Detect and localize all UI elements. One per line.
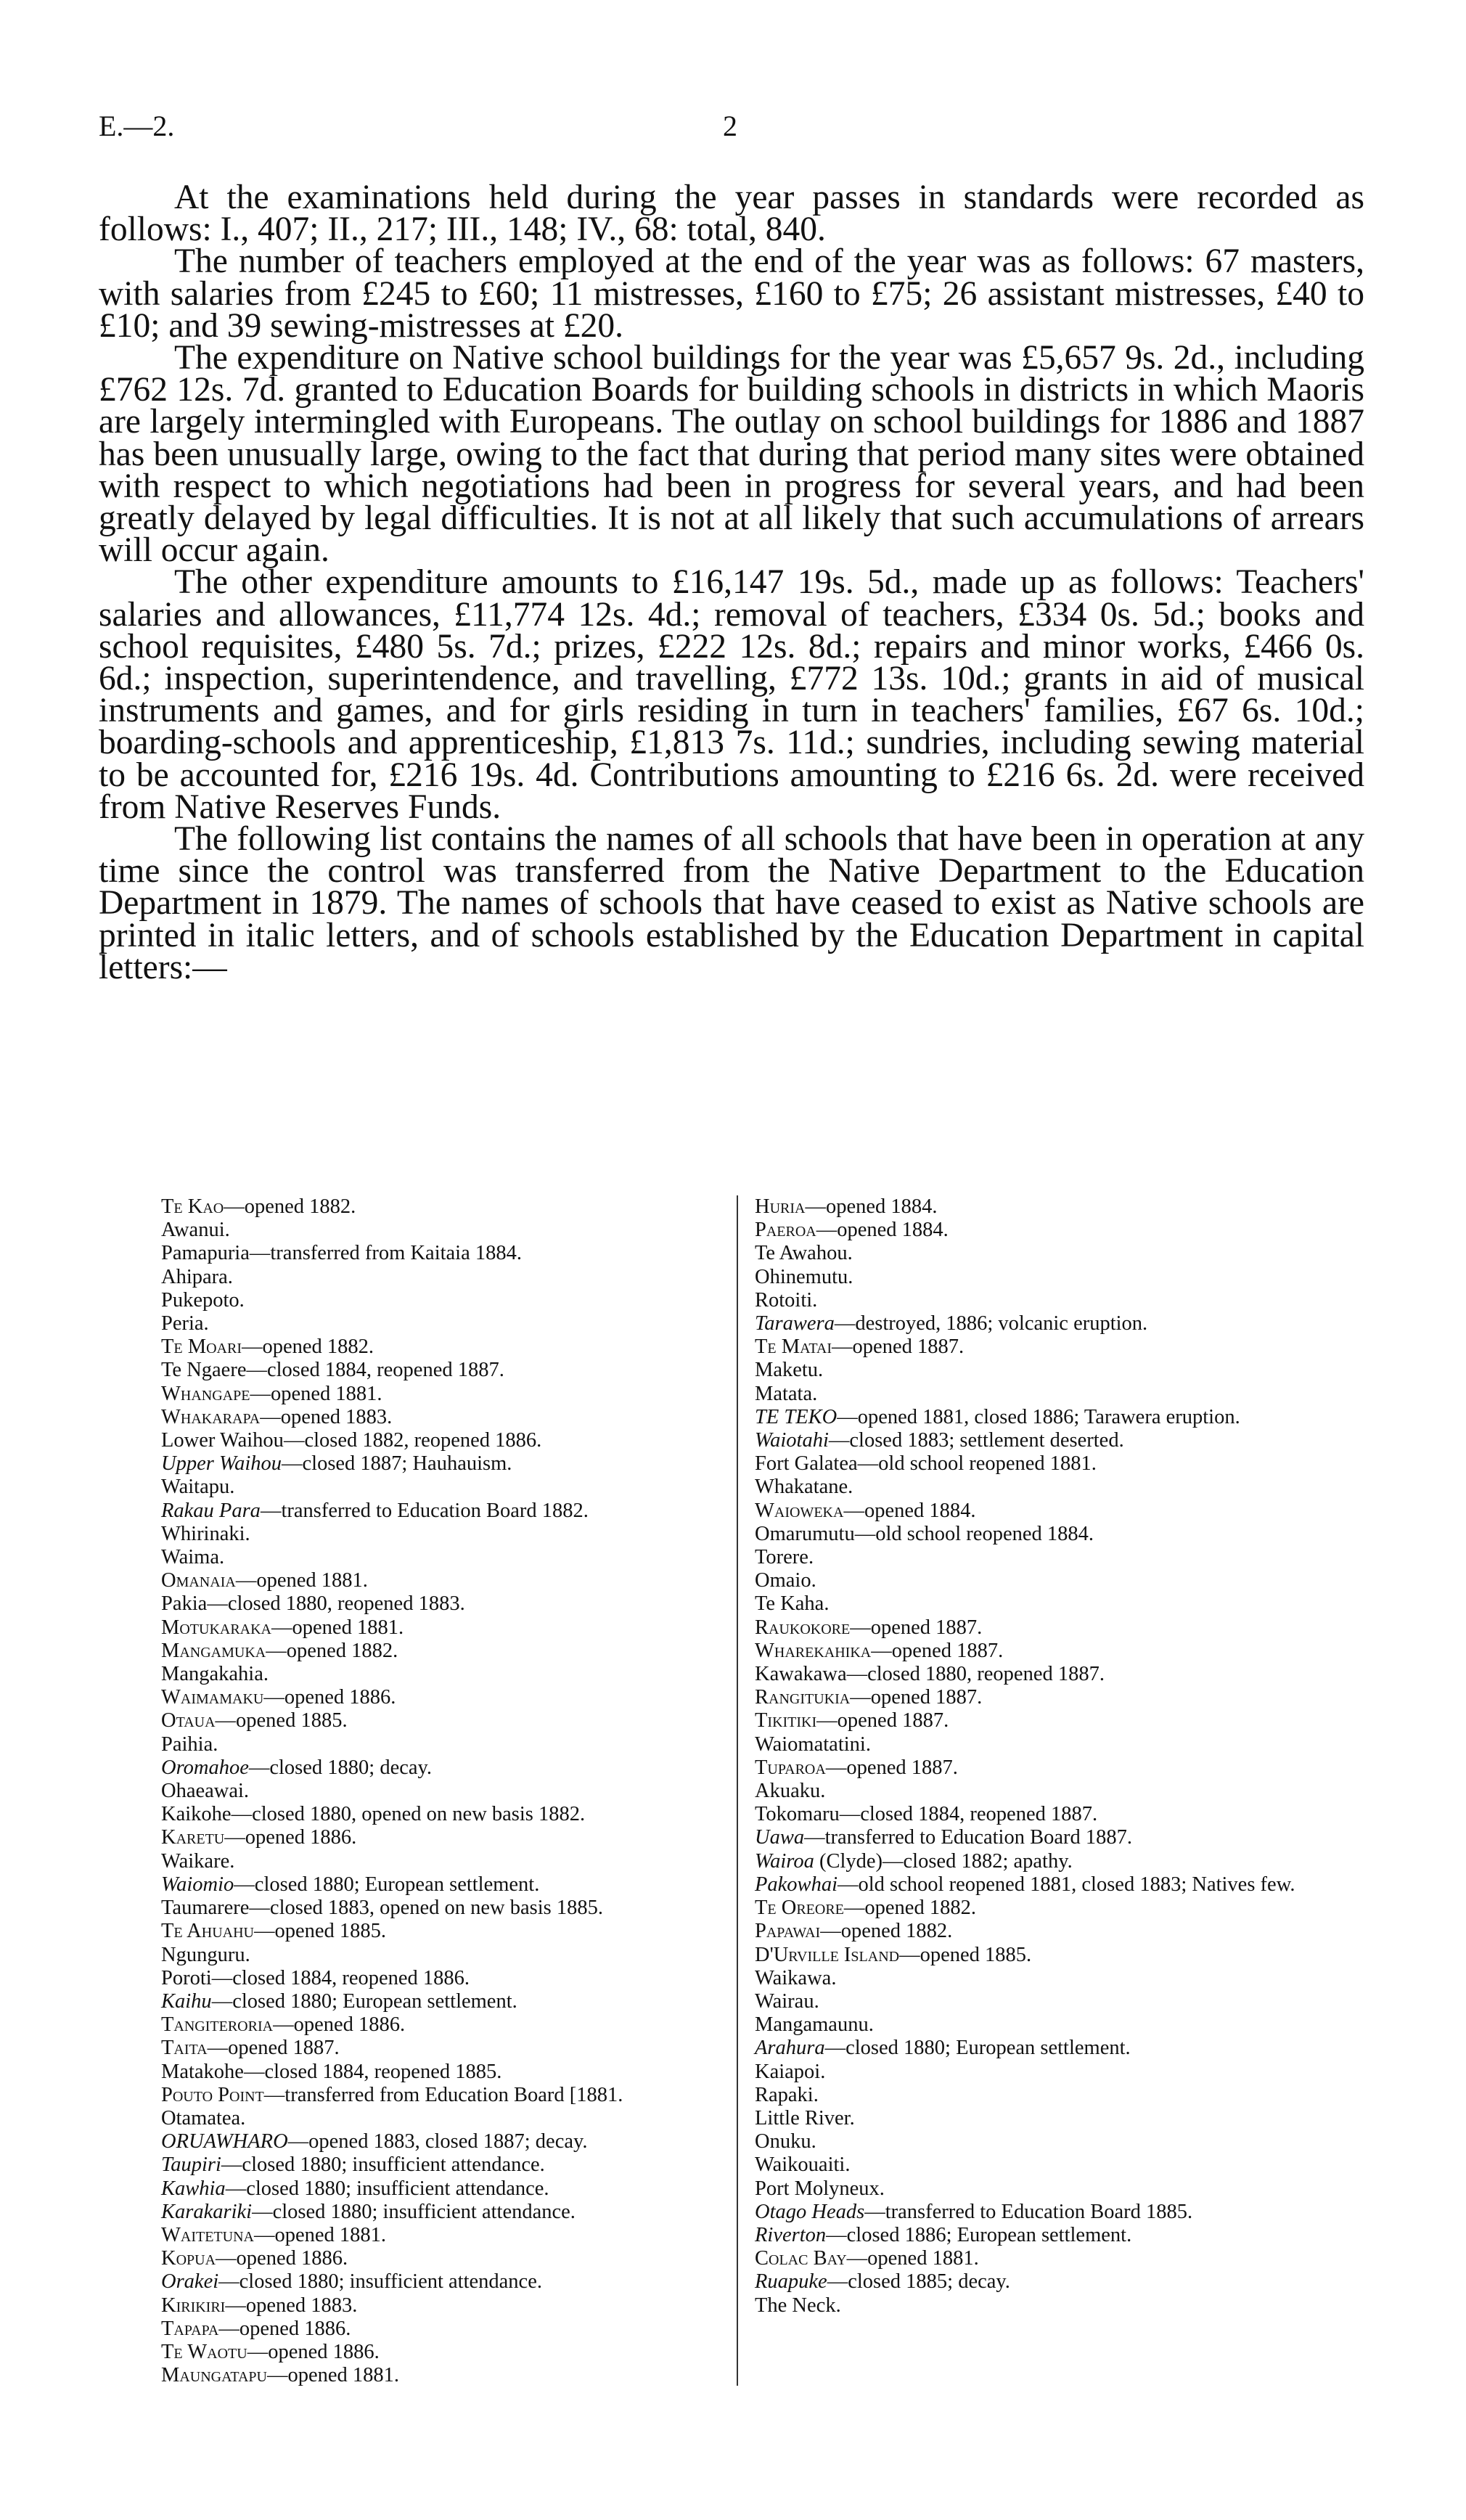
school-note: —old school reopened 1884. [854,1522,1094,1545]
school-note: —closed 1880; European settlement. [824,2037,1131,2060]
school-note: —opened 1885. [899,1943,1032,1966]
school-note: —closed 1880; decay. [248,1756,433,1779]
school-entry [161,1500,727,1523]
school-entry [161,2037,727,2060]
school-name: Taita [161,2037,208,2060]
school-name: Waima. [161,1546,225,1569]
school-name: Mangamaunu. [755,2013,874,2037]
school-entry [755,2130,1386,2153]
school-note: —closed 1884, reopened 1885. [243,2060,502,2083]
school-name: Uawa [755,1826,805,1849]
body-text [99,179,1364,986]
school-note: —closed 1884, reopened 1887. [246,1359,504,1382]
school-name: Pakowhai [755,1873,838,1896]
school-note: —opened 1883. [225,2294,358,2317]
school-entry [755,2107,1386,2130]
school-entry [755,2084,1386,2107]
school-entry [161,1266,727,1289]
school-entry [755,1616,1386,1640]
school-name: Te Ahuahu [161,1920,254,1943]
school-entry [161,2364,727,2387]
paragraph-teachers: The number of teachers employed at the end of the year was as follows: 67 masters, with salaries from £245 to £60; 11 mistresses, £160 to £75; 26 assistant mistresses, £40 to £10; and 39 sewing-mistresses at £20. [99,242,1364,345]
school-entry [161,2201,727,2224]
school-name: Pamapuria [161,1242,250,1265]
school-entry [755,2177,1386,2201]
school-note: —opened 1887. [850,1616,983,1639]
school-entry [755,1803,1386,1826]
school-name: Colac Bay [755,2247,847,2270]
school-entry [161,2153,727,2177]
school-name: Karetu [161,1826,225,1849]
school-note: —opened 1882. [224,1195,356,1218]
school-entry [161,1312,727,1335]
school-entry [161,1897,727,1920]
school-name: Fort Galatea [755,1452,858,1476]
school-name: Tokomaru [755,1803,840,1826]
school-name: Torere. [755,1546,814,1569]
school-entry [755,1826,1386,1849]
school-name: Tangiteroria [161,2013,274,2037]
school-name: Te Ngaere [161,1359,247,1382]
school-entry [161,2013,727,2037]
school-note: —closed 1880, opened on new basis 1882. [231,1803,586,1826]
school-entry [161,1640,727,1663]
school-entry [755,1312,1386,1335]
school-entry [755,1523,1386,1546]
school-name: Omanaia [161,1569,236,1592]
school-name: Ngunguru. [161,1943,250,1966]
school-entry [755,1686,1386,1709]
school-entry [755,1242,1386,1265]
school-name: Otamatea. [161,2106,246,2130]
school-name: Te Oreore [755,1897,844,1920]
school-entry [755,1383,1386,1406]
school-note: —opened 1886. [247,2340,380,2363]
school-note: —opened 1887. [825,1756,958,1779]
school-entry [161,1406,727,1429]
school-entry [755,1990,1386,2013]
school-entry [755,1476,1386,1499]
school-entry [755,1219,1386,1242]
school-list [161,1195,1409,2387]
school-name: Rapaki. [755,2083,819,2106]
school-name: D'Urville Island [755,1943,900,1966]
school-name: Ohinemutu. [755,1265,853,1288]
school-name: Waiomatatini. [755,1732,871,1756]
school-entry [755,2294,1386,2318]
school-note: —destroyed, 1886; volcanic eruption. [834,1312,1148,1335]
school-name: Te Matai [755,1335,832,1359]
school-name: Onuku. [755,2130,816,2153]
school-name: Kaihu [161,1989,212,2013]
school-entry [161,2294,727,2318]
school-entry [755,1406,1386,1429]
school-note: —closed 1880; insufficient attendance. [225,2177,549,2200]
school-name: Mangakahia. [161,1663,269,1686]
school-entry [161,1709,727,1732]
school-name: Ahipara. [161,1265,233,1288]
school-name: Waikare. [161,1849,235,1873]
school-entry [161,1242,727,1265]
school-name: Mangamuka [161,1639,266,1662]
school-note: —closed 1883; settlement deserted. [828,1429,1124,1452]
school-note: —closed 1886; European settlement. [826,2223,1132,2246]
school-entry [161,1803,727,1826]
school-name: Taumarere [161,1897,250,1920]
school-name: Omaio. [755,1569,816,1592]
school-name: Waiomio [161,1873,234,1896]
school-entry [161,1826,727,1849]
school-entry [161,1429,727,1452]
paragraph-buildings: The expenditure on Native school buildings for the year was £5,657 9s. 2d., including £762 12s. 7d. granted to Education Boards for building schools in districts in which Maoris are largely intermingled with Europeans. The outlay on school buildings for 1886 and 1887 has been unusually large, owing to the fact that during that period many sites were obtained with respect to which negotiations had been in progress for several years, and had been greatly delayed by legal difficulties. It is not at all likely that such accumulations of arrears will occur again. [99,339,1364,570]
school-note: —opened 1884. [805,1195,938,1218]
school-entry [161,1289,727,1312]
school-name: Whakarapa [161,1405,261,1428]
school-name: Raukokore [755,1616,851,1639]
school-entry [755,1452,1386,1476]
school-note: —opened 1884. [816,1219,949,1242]
school-entry [755,1266,1386,1289]
school-entry [755,2270,1386,2294]
school-note: —transferred from Education Board [1881. [263,2083,623,2106]
school-name: Kirikiri [161,2294,226,2317]
school-entry [161,1850,727,1873]
school-note: —closed 1882, reopened 1886. [283,1429,542,1452]
school-entry [755,1756,1386,1780]
school-name: Motukaraka [161,1616,272,1639]
school-name: Matata. [755,1382,818,1405]
school-note: —opened 1886. [263,1686,396,1709]
school-name: Wairoa [755,1849,814,1873]
school-entry [755,1500,1386,1523]
school-name: Maketu. [755,1359,824,1382]
school-entry [161,1686,727,1709]
school-note: —opened 1881. [266,2364,400,2387]
school-entry [161,1967,727,1990]
school-entry [161,1616,727,1640]
school-entry [161,2270,727,2294]
school-name: Te Kao [161,1195,224,1218]
school-entry [161,1383,727,1406]
school-entry [161,2084,727,2107]
school-name: Maungatapu [161,2364,267,2387]
school-name: Rangitukia [755,1686,851,1709]
school-name: Otaua [161,1709,216,1732]
school-entry [161,1990,727,2013]
school-note: —opened 1882. [266,1639,398,1662]
school-entry [755,1733,1386,1756]
school-name: Waikouaiti. [755,2153,851,2177]
school-entry [161,1756,727,1780]
school-note: —closed 1884, reopened 1886. [211,1966,470,1989]
school-name: Oromahoe [161,1756,249,1779]
school-name: Whirinaki. [161,1522,250,1545]
school-note: —opened 1882. [843,1897,976,1920]
school-entry [755,2037,1386,2060]
school-name: Port Molyneux. [755,2177,885,2200]
school-note: —opened 1886. [216,2247,348,2270]
school-note: —opened 1887. [832,1335,965,1359]
school-name: Kawakawa [755,1663,847,1686]
school-note: —closed 1880; insufficient attendance. [221,2153,545,2177]
school-name: Upper Waihou [161,1452,282,1476]
school-name: Peria. [161,1312,209,1335]
school-entry [755,1335,1386,1359]
school-note: (Clyde)—closed 1882; apathy. [814,1849,1073,1873]
school-note: —opened 1881. [253,2223,387,2246]
school-name: Ruapuke [755,2270,827,2294]
school-name: Waioweka [755,1499,844,1522]
school-entry [755,1967,1386,1990]
school-name: Paihia. [161,1732,218,1756]
school-note: —opened 1883. [260,1405,393,1428]
school-note: —opened 1885. [215,1709,348,1732]
school-entry [161,1944,727,1967]
school-name: ORUAWHARO [161,2130,288,2153]
school-note: —closed 1883, opened on new basis 1885. [249,1897,604,1920]
school-entry [161,2318,727,2341]
school-name: Te Moari [161,1335,242,1359]
page-header [99,109,1364,152]
school-name: Ohaeawai. [161,1780,250,1803]
school-name: Huria [755,1195,806,1218]
school-entry [161,1592,727,1616]
school-name: Tikitiki [755,1709,817,1732]
school-name: Orakei [161,2270,219,2294]
school-name: Paeroa [755,1219,816,1242]
school-note: —closed 1880, reopened 1883. [207,1592,465,1616]
school-note: —opened 1881. [271,1616,404,1639]
document-code: E.—2. [99,110,175,142]
school-note: —old school reopened 1881, closed 1883; Natives few. [838,1873,1295,1896]
school-note: —opened 1885. [253,1920,387,1943]
school-note: —opened 1886. [273,2013,406,2037]
school-note: —closed 1880; insufficient attendance. [218,2270,542,2294]
school-entry [161,1920,727,1943]
school-name: Omarumutu [755,1522,855,1545]
school-entry [161,1219,727,1242]
school-name: The Neck. [755,2294,841,2317]
school-entry [161,2107,727,2130]
school-note: —closed 1880; European settlement. [211,1989,517,2013]
school-entry [755,1429,1386,1452]
school-note: —transferred from Kaitaia 1884. [249,1242,522,1265]
school-name: Awanui. [161,1219,230,1242]
school-entry [161,1335,727,1359]
school-entry [161,1523,727,1546]
school-entry [161,1663,727,1686]
column-divider [737,1195,738,2386]
paragraph-examinations: At the examinations held during the year passes in standards were recorded as follows: I., 407; II., 217; III., 148; IV., 68: total, 840. [99,179,1364,249]
school-note: —transferred to Education Board 1885. [864,2200,1193,2223]
school-entry [161,2224,727,2247]
school-entry [755,1873,1386,1897]
school-note: —transferred to Education Board 1882. [260,1499,589,1522]
school-note: —opened 1887. [207,2037,340,2060]
school-entry [755,2201,1386,2224]
school-entry [755,1359,1386,1382]
school-name: Tuparoa [755,1756,826,1779]
school-entry [161,2061,727,2084]
school-entry [755,2247,1386,2270]
school-entry [755,1944,1386,1967]
school-entry [755,1569,1386,1592]
school-note: —opened 1887. [850,1686,983,1709]
school-entry [161,1359,727,1382]
school-note: —closed 1884, reopened 1887. [839,1803,1098,1826]
school-note: —opened 1881. [846,2247,979,2270]
school-list-right-column [755,1195,1386,2318]
school-name: Kaikohe [161,1803,232,1826]
school-note: —opened 1884. [843,1499,976,1522]
school-entry [755,1920,1386,1943]
school-name: Taupiri [161,2153,221,2177]
school-entry [755,1709,1386,1732]
school-entry [161,1195,727,1219]
school-note: —old school reopened 1881. [857,1452,1097,1476]
school-name: Akuaku. [755,1780,826,1803]
school-name: Wharekahika [755,1639,872,1662]
school-name: Te Waotu [161,2340,247,2363]
school-entry [161,2247,727,2270]
school-entry [161,1452,727,1476]
school-entry [755,1850,1386,1873]
school-name: Tapapa [161,2317,219,2340]
school-entry [755,1592,1386,1616]
school-note: —closed 1885; decay. [827,2270,1010,2294]
school-name: Papawai [755,1920,821,1943]
school-entry [161,1733,727,1756]
school-entry [755,1780,1386,1803]
school-name: Waimamaku [161,1686,264,1709]
school-entry [755,1897,1386,1920]
school-name: Whakatane. [755,1476,853,1499]
school-name: Kaiapoi. [755,2060,826,2083]
paragraph-list-intro: The following list contains the names of all schools that have been in operation at any time since the control was transferred from the Native Department to the Education Department in 1879. The names of schools that have ceased to exist as Native schools are printed in italic letters, and of schools established by the Education Department in capital letters:— [99,820,1364,986]
school-note: —opened 1883, closed 1887; decay. [287,2130,588,2153]
school-name: Waiotahi [755,1429,829,1452]
school-note: —opened 1881, closed 1886; Tarawera eruption. [837,1405,1240,1428]
school-note: —opened 1882. [820,1920,953,1943]
school-name: Wairau. [755,1989,819,2013]
school-note: —closed 1880; European settlement. [234,1873,540,1896]
school-note: —opened 1887. [816,1709,949,1732]
school-note: —closed 1880; insufficient attendance. [252,2200,576,2223]
school-note: —closed 1887; Hauhauism. [282,1452,512,1476]
school-entry [755,2013,1386,2037]
school-note: —opened 1881. [235,1569,368,1592]
school-name: Lower Waihou [161,1429,284,1452]
school-name: Waikawa. [755,1966,837,1989]
school-name: Tarawera [755,1312,835,1335]
school-name: Kopua [161,2247,216,2270]
school-name: Kawhia [161,2177,226,2200]
school-note: —opened 1882. [241,1335,374,1359]
school-note: —transferred to Education Board 1887. [804,1826,1133,1849]
school-name: Whangape [161,1382,250,1405]
school-name: Rakau Para [161,1499,261,1522]
school-note: —closed 1880, reopened 1887. [846,1663,1105,1686]
school-name: Poroti [161,1966,212,1989]
school-entry [755,1289,1386,1312]
school-name: Otago Heads [755,2200,865,2223]
school-name: Rotoiti. [755,1288,818,1312]
page-number: 2 [723,110,737,142]
school-name: Karakariki [161,2200,253,2223]
school-entry [755,1546,1386,1569]
school-entry [161,2177,727,2201]
school-entry [161,2130,727,2153]
school-name: Pouto Point [161,2083,264,2106]
school-entry [161,2341,727,2364]
school-note: —opened 1881. [250,1382,382,1405]
school-note: —opened 1887. [871,1639,1004,1662]
school-list-left-column [161,1195,727,2387]
school-name: Waitapu. [161,1476,235,1499]
school-name: Te Awahou. [755,1242,853,1265]
school-entry [161,1873,727,1897]
school-name: Pakia [161,1592,208,1616]
school-entry [161,1569,727,1592]
school-entry [755,2224,1386,2247]
school-entry [161,1476,727,1499]
school-name: Little River. [755,2106,855,2130]
school-note: —opened 1886. [224,1826,357,1849]
school-entry [755,1195,1386,1219]
school-entry [755,1640,1386,1663]
school-note: —opened 1886. [218,2317,351,2340]
school-name: Arahura [755,2037,825,2060]
school-name: Waitetuna [161,2223,254,2246]
school-name: TE TEKO [755,1405,838,1428]
school-entry [755,1663,1386,1686]
school-name: Pukepoto. [161,1288,245,1312]
school-entry [161,1546,727,1569]
school-name: Riverton [755,2223,827,2246]
school-name: Matakohe [161,2060,244,2083]
school-entry [755,2153,1386,2177]
school-name: Te Kaha. [755,1592,830,1616]
school-entry [755,2061,1386,2084]
school-entry [161,1780,727,1803]
paragraph-expenditure: The other expenditure amounts to £16,147 19s. 5d., made up as follows: Teachers' salaries and allowances, £11,774 12s. 4d.; removal of teachers, £334 0s. 5d.; books and school requisites, £480 5s. 7d.; prizes, £222 12s. 8d.; repairs and minor works, £466 0s. 6d.; inspection, superintendence, and travelling, £772 13s. 10d.; grants in aid of musical instruments and games, and for girls residing in turn in teachers' families, £67 6s. 10d.; boarding-schools and apprenticeship, £1,813 7s. 11d.; sundries, including sewing material to be accounted for, £216 19s. 4d. Contributions amounting to £216 6s. 2d. were received from Native Reserves Funds. [99,563,1364,826]
